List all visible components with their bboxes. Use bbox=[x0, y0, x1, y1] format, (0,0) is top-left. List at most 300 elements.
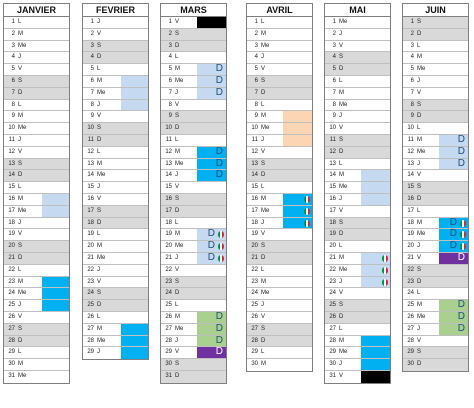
day-row[interactable] bbox=[403, 194, 468, 206]
day-row[interactable] bbox=[4, 147, 69, 159]
day-row[interactable] bbox=[247, 324, 312, 336]
weekday-label: J bbox=[18, 136, 21, 143]
weekday-label: D bbox=[97, 136, 102, 143]
day-row[interactable] bbox=[247, 182, 312, 194]
day-row[interactable] bbox=[247, 170, 312, 182]
day-row[interactable] bbox=[83, 288, 148, 300]
day-row[interactable] bbox=[83, 111, 148, 123]
day-row[interactable] bbox=[161, 229, 226, 241]
day-number: 6 bbox=[90, 77, 94, 84]
day-row[interactable] bbox=[161, 111, 226, 123]
day-row[interactable] bbox=[4, 41, 69, 53]
weekday-label: M bbox=[175, 231, 180, 238]
day-number: 13 bbox=[165, 160, 172, 167]
day-highlight bbox=[361, 265, 390, 276]
day-highlight bbox=[121, 324, 148, 335]
day-highlight bbox=[121, 76, 148, 87]
day-row[interactable] bbox=[83, 100, 148, 112]
day-number: 15 bbox=[165, 184, 172, 191]
day-row[interactable] bbox=[83, 88, 148, 100]
weekday-label: M bbox=[97, 77, 102, 84]
day-row[interactable] bbox=[4, 182, 69, 194]
day-row[interactable] bbox=[325, 359, 390, 371]
day-number: 14 bbox=[165, 172, 172, 179]
day-row[interactable] bbox=[83, 170, 148, 182]
day-number: 2 bbox=[168, 30, 172, 37]
day-row[interactable] bbox=[403, 359, 468, 371]
weekday-label: J bbox=[175, 89, 178, 96]
day-row[interactable] bbox=[325, 347, 390, 359]
day-row[interactable] bbox=[247, 17, 312, 29]
day-row[interactable] bbox=[403, 277, 468, 289]
day-row[interactable] bbox=[4, 265, 69, 277]
day-number: 5 bbox=[11, 66, 15, 73]
day-row[interactable] bbox=[325, 218, 390, 230]
day-number: 14 bbox=[407, 172, 414, 179]
day-row[interactable] bbox=[325, 182, 390, 194]
day-highlight bbox=[361, 371, 390, 383]
day-row[interactable] bbox=[4, 206, 69, 218]
day-row[interactable] bbox=[83, 159, 148, 171]
day-highlight bbox=[361, 336, 390, 347]
day-row[interactable] bbox=[247, 88, 312, 100]
day-row[interactable] bbox=[247, 241, 312, 253]
day-row[interactable] bbox=[325, 277, 390, 289]
day-row[interactable] bbox=[325, 253, 390, 265]
day-row[interactable] bbox=[325, 111, 390, 123]
italy-flag-icon bbox=[382, 279, 388, 286]
day-row[interactable] bbox=[403, 170, 468, 182]
day-row[interactable] bbox=[325, 41, 390, 53]
italy-flag-icon bbox=[304, 208, 310, 215]
day-number: 14 bbox=[87, 172, 94, 179]
day-letter: D bbox=[457, 322, 465, 334]
day-row[interactable] bbox=[83, 347, 148, 359]
day-row[interactable] bbox=[247, 194, 312, 206]
day-letter: D bbox=[457, 157, 465, 169]
day-row[interactable] bbox=[4, 194, 69, 206]
weekday-label: J bbox=[97, 184, 100, 191]
day-highlight bbox=[361, 253, 390, 264]
weekday-label: S bbox=[339, 136, 344, 143]
day-row[interactable] bbox=[247, 100, 312, 112]
day-row[interactable] bbox=[325, 241, 390, 253]
day-row[interactable] bbox=[403, 336, 468, 348]
day-number: 16 bbox=[165, 195, 172, 202]
day-row[interactable] bbox=[161, 253, 226, 265]
weekday-label: Me bbox=[18, 372, 27, 379]
day-row[interactable] bbox=[83, 241, 148, 253]
day-number: 1 bbox=[410, 19, 414, 25]
day-number: 19 bbox=[407, 231, 414, 238]
day-row[interactable] bbox=[247, 359, 312, 371]
day-number: 20 bbox=[407, 243, 414, 250]
day-row[interactable] bbox=[83, 194, 148, 206]
day-row[interactable] bbox=[83, 229, 148, 241]
day-row[interactable] bbox=[83, 52, 148, 64]
day-highlight bbox=[439, 312, 468, 323]
day-number: 8 bbox=[11, 101, 15, 108]
day-row[interactable] bbox=[247, 64, 312, 76]
day-row[interactable] bbox=[161, 123, 226, 135]
day-highlight bbox=[197, 324, 226, 335]
day-highlight bbox=[197, 159, 226, 170]
day-row[interactable] bbox=[161, 347, 226, 359]
day-highlight bbox=[439, 229, 468, 240]
day-number: 9 bbox=[90, 113, 94, 120]
day-number: 20 bbox=[165, 243, 172, 250]
day-row[interactable] bbox=[247, 312, 312, 324]
day-row[interactable] bbox=[325, 64, 390, 76]
day-highlight bbox=[439, 253, 468, 264]
day-row[interactable] bbox=[161, 218, 226, 230]
day-row[interactable] bbox=[403, 64, 468, 76]
weekday-label: D bbox=[97, 54, 102, 61]
day-row[interactable] bbox=[403, 324, 468, 336]
day-number: 1 bbox=[332, 19, 336, 25]
day-row[interactable] bbox=[403, 88, 468, 100]
day-number: 7 bbox=[11, 89, 15, 96]
day-row[interactable] bbox=[247, 123, 312, 135]
day-row[interactable] bbox=[325, 147, 390, 159]
day-row[interactable] bbox=[83, 17, 148, 29]
day-row[interactable] bbox=[161, 182, 226, 194]
day-number: 3 bbox=[254, 42, 258, 49]
weekday-label: D bbox=[339, 66, 344, 73]
weekday-label: Me bbox=[175, 325, 184, 332]
day-row[interactable] bbox=[4, 347, 69, 359]
day-number: 12 bbox=[329, 148, 336, 155]
day-row[interactable] bbox=[83, 135, 148, 147]
day-number: 30 bbox=[251, 361, 258, 368]
day-row[interactable] bbox=[403, 52, 468, 64]
day-number: 20 bbox=[329, 243, 336, 250]
day-number: 18 bbox=[8, 219, 15, 226]
weekday-label: J bbox=[417, 77, 420, 84]
day-row[interactable] bbox=[403, 29, 468, 41]
day-highlight bbox=[439, 147, 468, 158]
day-row[interactable] bbox=[4, 52, 69, 64]
day-number: 11 bbox=[87, 136, 94, 143]
day-row[interactable] bbox=[247, 111, 312, 123]
day-row[interactable] bbox=[4, 29, 69, 41]
day-row[interactable] bbox=[325, 52, 390, 64]
day-row[interactable] bbox=[247, 147, 312, 159]
weekday-label: J bbox=[97, 101, 100, 108]
day-number: 17 bbox=[165, 207, 172, 214]
day-number: 7 bbox=[332, 89, 336, 96]
day-row[interactable] bbox=[325, 100, 390, 112]
day-row[interactable] bbox=[83, 76, 148, 88]
day-number: 9 bbox=[168, 113, 172, 120]
day-row[interactable] bbox=[247, 253, 312, 265]
day-number: 3 bbox=[11, 42, 15, 49]
weekday-label: J bbox=[97, 19, 100, 25]
day-row[interactable] bbox=[83, 300, 148, 312]
day-row[interactable] bbox=[83, 277, 148, 289]
day-row[interactable] bbox=[4, 111, 69, 123]
weekday-label: S bbox=[417, 266, 422, 273]
day-row[interactable] bbox=[325, 29, 390, 41]
day-row[interactable] bbox=[83, 312, 148, 324]
day-letter: D bbox=[215, 310, 223, 322]
day-number: 29 bbox=[251, 349, 258, 356]
day-row[interactable] bbox=[247, 300, 312, 312]
day-row[interactable] bbox=[161, 88, 226, 100]
weekday-label: Me bbox=[417, 66, 426, 73]
weekday-label: V bbox=[175, 349, 180, 356]
weekday-label: D bbox=[339, 231, 344, 238]
day-row[interactable] bbox=[247, 29, 312, 41]
weekday-label: D bbox=[261, 337, 266, 344]
day-number: 5 bbox=[90, 66, 94, 73]
day-row[interactable] bbox=[403, 253, 468, 265]
weekday-label: V bbox=[97, 113, 102, 120]
day-row[interactable] bbox=[247, 159, 312, 171]
day-number: 15 bbox=[87, 184, 94, 191]
day-number: 8 bbox=[332, 101, 336, 108]
weekday-label: J bbox=[261, 54, 264, 61]
day-row[interactable] bbox=[325, 206, 390, 218]
day-row[interactable] bbox=[325, 300, 390, 312]
day-number: 30 bbox=[165, 361, 172, 368]
weekday-label: V bbox=[417, 337, 422, 344]
day-row[interactable] bbox=[247, 229, 312, 241]
weekday-label: D bbox=[175, 42, 180, 49]
day-number: 3 bbox=[168, 42, 172, 49]
day-row[interactable] bbox=[247, 218, 312, 230]
day-row[interactable] bbox=[325, 265, 390, 277]
day-letter: D bbox=[457, 299, 465, 311]
month-column-avril bbox=[246, 3, 313, 372]
day-row[interactable] bbox=[83, 147, 148, 159]
weekday-label: D bbox=[339, 148, 344, 155]
day-row[interactable] bbox=[4, 312, 69, 324]
day-row[interactable] bbox=[325, 170, 390, 182]
day-letter: D bbox=[215, 63, 223, 75]
weekday-label: D bbox=[97, 302, 102, 309]
day-row[interactable] bbox=[247, 76, 312, 88]
weekday-label: D bbox=[18, 254, 23, 261]
day-row[interactable] bbox=[4, 218, 69, 230]
weekday-label: L bbox=[261, 101, 265, 108]
day-row[interactable] bbox=[161, 371, 226, 383]
day-row[interactable] bbox=[403, 182, 468, 194]
day-number: 31 bbox=[8, 372, 15, 379]
weekday-label: L bbox=[339, 243, 343, 250]
weekday-label: Me bbox=[97, 172, 106, 179]
day-row[interactable] bbox=[247, 347, 312, 359]
day-number: 28 bbox=[251, 337, 258, 344]
weekday-label: V bbox=[261, 231, 266, 238]
day-row[interactable] bbox=[4, 135, 69, 147]
day-row[interactable] bbox=[325, 371, 390, 383]
weekday-label: L bbox=[97, 148, 101, 155]
month-column-juin bbox=[402, 3, 469, 372]
day-row[interactable] bbox=[247, 52, 312, 64]
day-number: 26 bbox=[407, 313, 414, 320]
day-row[interactable] bbox=[403, 17, 468, 29]
day-letter: D bbox=[457, 145, 465, 157]
weekday-label: L bbox=[339, 77, 343, 84]
day-row[interactable] bbox=[4, 170, 69, 182]
day-row[interactable] bbox=[161, 194, 226, 206]
day-number: 15 bbox=[329, 184, 336, 191]
weekday-label: V bbox=[339, 290, 344, 297]
day-number: 27 bbox=[8, 325, 15, 332]
day-row[interactable] bbox=[161, 29, 226, 41]
day-number: 23 bbox=[165, 278, 172, 285]
day-row[interactable] bbox=[325, 288, 390, 300]
weekday-label: S bbox=[97, 207, 102, 214]
day-row[interactable] bbox=[83, 182, 148, 194]
day-number: 9 bbox=[254, 113, 258, 120]
day-number: 22 bbox=[407, 266, 414, 273]
day-number: 30 bbox=[8, 361, 15, 368]
day-row[interactable] bbox=[161, 17, 226, 29]
day-row[interactable] bbox=[403, 347, 468, 359]
day-row[interactable] bbox=[4, 17, 69, 29]
weekday-label: S bbox=[339, 302, 344, 309]
day-row[interactable] bbox=[403, 159, 468, 171]
day-number: 8 bbox=[410, 101, 414, 108]
day-row[interactable] bbox=[4, 241, 69, 253]
day-row[interactable] bbox=[325, 135, 390, 147]
weekday-label: M bbox=[261, 195, 266, 202]
weekday-label: S bbox=[417, 349, 422, 356]
day-number: 21 bbox=[251, 254, 258, 261]
day-row[interactable] bbox=[325, 76, 390, 88]
day-row[interactable] bbox=[325, 17, 390, 29]
day-highlight bbox=[42, 300, 69, 311]
day-row[interactable] bbox=[325, 336, 390, 348]
day-row[interactable] bbox=[247, 336, 312, 348]
day-row[interactable] bbox=[161, 170, 226, 182]
day-row[interactable] bbox=[403, 100, 468, 112]
weekday-label: M bbox=[18, 195, 23, 202]
weekday-label: M bbox=[339, 89, 344, 96]
day-highlight bbox=[42, 288, 69, 299]
day-row[interactable] bbox=[161, 359, 226, 371]
day-number: 26 bbox=[87, 313, 94, 320]
day-row[interactable] bbox=[161, 277, 226, 289]
day-row[interactable] bbox=[403, 229, 468, 241]
weekday-label: J bbox=[97, 349, 100, 356]
weekday-label: S bbox=[175, 30, 180, 37]
day-row[interactable] bbox=[325, 312, 390, 324]
day-row[interactable] bbox=[83, 206, 148, 218]
day-row[interactable] bbox=[247, 135, 312, 147]
weekday-label: S bbox=[175, 361, 180, 368]
day-row[interactable] bbox=[4, 359, 69, 371]
day-row[interactable] bbox=[161, 288, 226, 300]
day-row[interactable] bbox=[325, 159, 390, 171]
weekday-label: V bbox=[175, 19, 180, 25]
day-row[interactable] bbox=[161, 41, 226, 53]
day-number: 24 bbox=[407, 290, 414, 297]
day-row[interactable] bbox=[4, 253, 69, 265]
day-row[interactable] bbox=[4, 229, 69, 241]
day-row[interactable] bbox=[325, 324, 390, 336]
day-row[interactable] bbox=[4, 76, 69, 88]
day-row[interactable] bbox=[4, 300, 69, 312]
day-row[interactable] bbox=[247, 277, 312, 289]
day-row[interactable] bbox=[83, 218, 148, 230]
day-row[interactable] bbox=[247, 265, 312, 277]
weekday-label: J bbox=[339, 30, 342, 37]
weekday-label: V bbox=[339, 125, 344, 132]
day-number: 7 bbox=[254, 89, 258, 96]
day-row[interactable] bbox=[403, 111, 468, 123]
day-row[interactable] bbox=[161, 265, 226, 277]
day-row[interactable] bbox=[403, 41, 468, 53]
day-row[interactable] bbox=[83, 324, 148, 336]
weekday-label: J bbox=[417, 243, 420, 250]
weekday-label: J bbox=[339, 361, 342, 368]
day-row[interactable] bbox=[161, 206, 226, 218]
day-row[interactable] bbox=[4, 100, 69, 112]
day-row[interactable] bbox=[4, 64, 69, 76]
day-row[interactable] bbox=[83, 265, 148, 277]
day-row[interactable] bbox=[83, 64, 148, 76]
day-highlight bbox=[283, 194, 312, 205]
day-number: 16 bbox=[251, 195, 258, 202]
day-number: 1 bbox=[90, 19, 94, 25]
day-row[interactable] bbox=[403, 265, 468, 277]
day-row[interactable] bbox=[325, 229, 390, 241]
day-row[interactable] bbox=[4, 88, 69, 100]
day-row[interactable] bbox=[325, 123, 390, 135]
day-number: 28 bbox=[329, 337, 336, 344]
day-row[interactable] bbox=[325, 88, 390, 100]
day-letter: D bbox=[215, 145, 223, 157]
day-row[interactable] bbox=[83, 41, 148, 53]
day-letter: D bbox=[207, 240, 215, 252]
month-column-mars bbox=[160, 3, 227, 384]
day-number: 7 bbox=[168, 89, 172, 96]
weekday-label: J bbox=[339, 113, 342, 120]
day-row[interactable] bbox=[4, 159, 69, 171]
day-row[interactable] bbox=[4, 324, 69, 336]
day-row[interactable] bbox=[161, 100, 226, 112]
day-row[interactable] bbox=[83, 253, 148, 265]
day-row[interactable] bbox=[4, 277, 69, 289]
month-column-fevrier bbox=[82, 3, 149, 360]
day-row[interactable] bbox=[403, 206, 468, 218]
day-row[interactable] bbox=[325, 194, 390, 206]
weekday-label: L bbox=[261, 266, 265, 273]
day-row[interactable] bbox=[4, 371, 69, 383]
day-row[interactable] bbox=[4, 336, 69, 348]
day-highlight bbox=[197, 229, 226, 240]
day-row[interactable] bbox=[247, 41, 312, 53]
day-row[interactable] bbox=[247, 206, 312, 218]
weekday-label: L bbox=[175, 136, 179, 143]
day-row[interactable] bbox=[83, 29, 148, 41]
day-row[interactable] bbox=[4, 123, 69, 135]
day-row[interactable] bbox=[83, 336, 148, 348]
day-number: 30 bbox=[329, 361, 336, 368]
day-row[interactable] bbox=[161, 241, 226, 253]
day-row[interactable] bbox=[4, 288, 69, 300]
day-row[interactable] bbox=[403, 218, 468, 230]
weekday-label: D bbox=[261, 172, 266, 179]
day-row[interactable] bbox=[403, 76, 468, 88]
day-row[interactable] bbox=[247, 288, 312, 300]
day-number: 25 bbox=[165, 302, 172, 309]
day-row[interactable] bbox=[83, 123, 148, 135]
weekday-label: V bbox=[339, 372, 344, 379]
